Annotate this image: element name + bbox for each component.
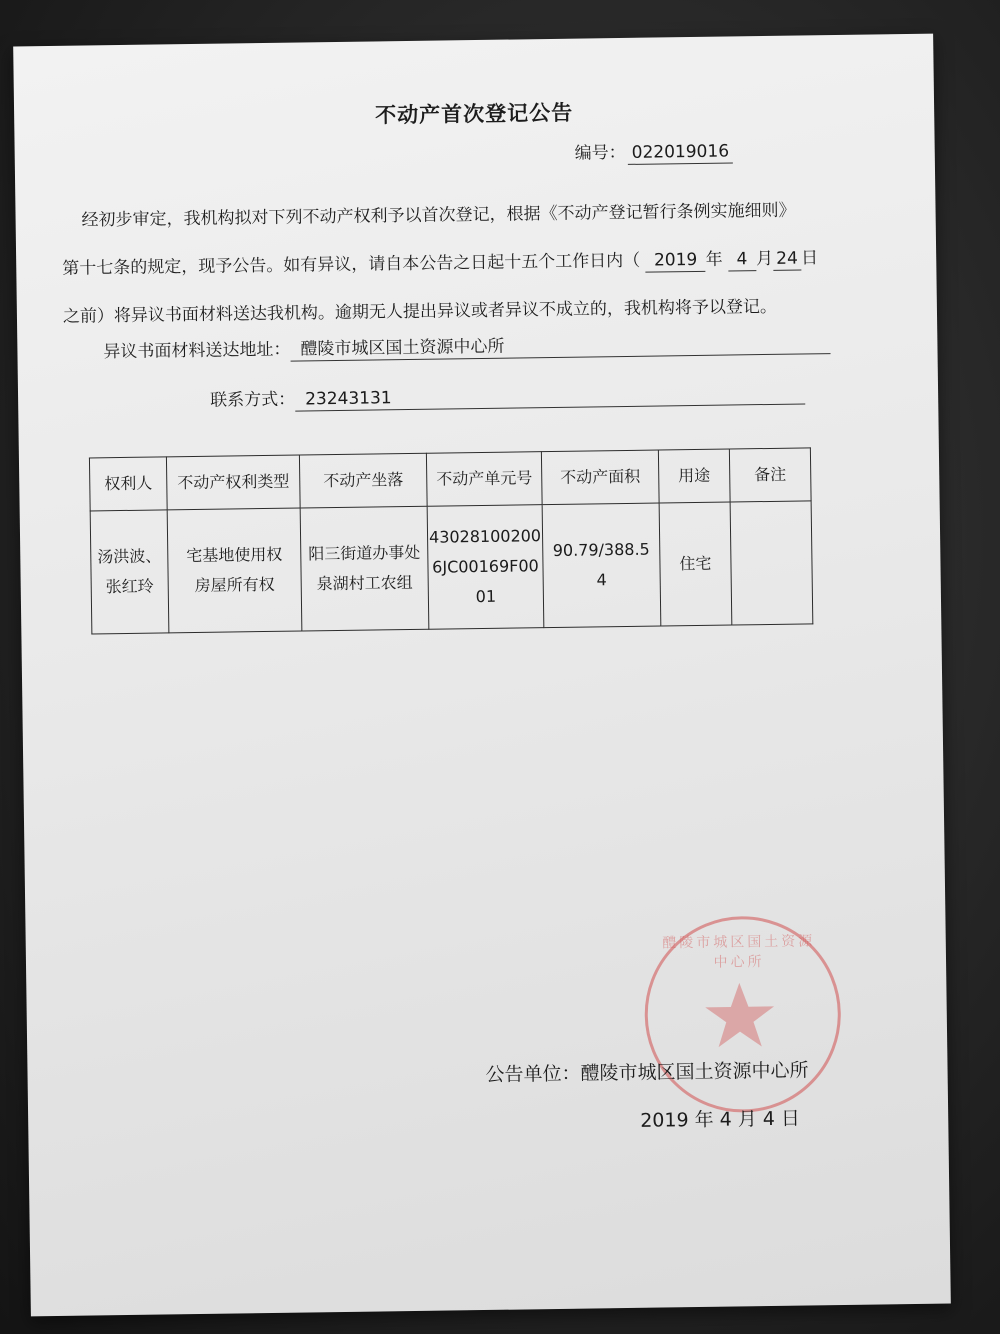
address-label: 异议书面材料送达地址： (103, 339, 291, 363)
deadline-day: 24 (773, 249, 801, 271)
owner-line-2: 张红玲 (105, 576, 154, 597)
notice-document (13, 34, 951, 1317)
table-row (90, 501, 813, 634)
cell-right-type (167, 508, 302, 633)
cell-owner (90, 510, 169, 634)
year-char: 年 (705, 249, 723, 270)
issuer-label: 公告单位： (485, 1062, 581, 1086)
cell-location (300, 506, 429, 631)
address-value: 醴陵市城区国土资源中心所 (290, 327, 830, 362)
cell-area (542, 503, 661, 628)
location-line-1: 阳三街道办事处 (308, 542, 421, 564)
registration-table (89, 447, 813, 634)
header-remarks: 备注 (729, 448, 811, 502)
notice-number (575, 136, 734, 165)
deadline-month: 4 (728, 249, 756, 271)
area-line-2: 4 (596, 570, 607, 590)
header-location: 不动产坐落 (299, 453, 427, 508)
unit-line-3: 01 (475, 586, 497, 607)
day-char: 日 (800, 248, 819, 269)
number-value: 022019016 (628, 141, 734, 164)
paragraph-2 (62, 243, 862, 281)
contact-info (210, 377, 805, 412)
seal-text: 醴陵市城区国土资源中心所 (662, 933, 816, 971)
header-area: 不动产面积 (541, 450, 659, 505)
header-right-type: 不动产权利类型 (166, 455, 300, 510)
area-line-1: 90.79/388.5 (552, 539, 650, 560)
cell-unit-number (427, 505, 544, 630)
header-owner: 权利人 (89, 457, 167, 511)
type-line-2: 房屋所有权 (194, 574, 275, 596)
deadline-year: 2019 (645, 250, 705, 273)
owner-line-1: 汤洪波、 (97, 546, 162, 567)
paragraph-2-text: 第十七条的规定，现予公告。如有异议，请自本公告之日起十五个工作日内（ (62, 250, 641, 279)
location-line-2: 泉湖村工农组 (316, 572, 413, 594)
type-line-1: 宅基地使用权 (186, 544, 283, 566)
issue-date: 2019 年 4 月 4 日 (640, 1107, 801, 1132)
issuing-unit (485, 1055, 808, 1087)
unit-line-2: 6JC00169F00 (432, 556, 539, 577)
number-label: 编号： (574, 142, 626, 164)
cell-remarks (730, 501, 813, 625)
header-unit-number: 不动产单元号 (426, 452, 542, 507)
objection-address (103, 327, 830, 364)
unit-line-1: 43028100200 (428, 526, 542, 547)
seal-star-icon (694, 976, 785, 1057)
document-title: 不动产首次登记公告 (375, 100, 574, 128)
issuer-name: 醴陵市城区国土资源中心所 (580, 1059, 809, 1085)
header-usage: 用途 (658, 449, 730, 503)
paragraph-3: 之前）将异议书面材料送达我机构。逾期无人提出异议或者异议不成立的，我机构将予以登记。 (62, 296, 778, 327)
paragraph-1: 经初步审定，我机构拟对下列不动产权利予以首次登记，根据《不动产登记暂行条例实施细则》 (81, 200, 796, 231)
month-char: 月 (755, 248, 774, 270)
contact-label: 联系方式： (210, 389, 296, 411)
cell-usage: 住宅 (659, 502, 732, 626)
contact-value: 23243131 (295, 382, 805, 411)
